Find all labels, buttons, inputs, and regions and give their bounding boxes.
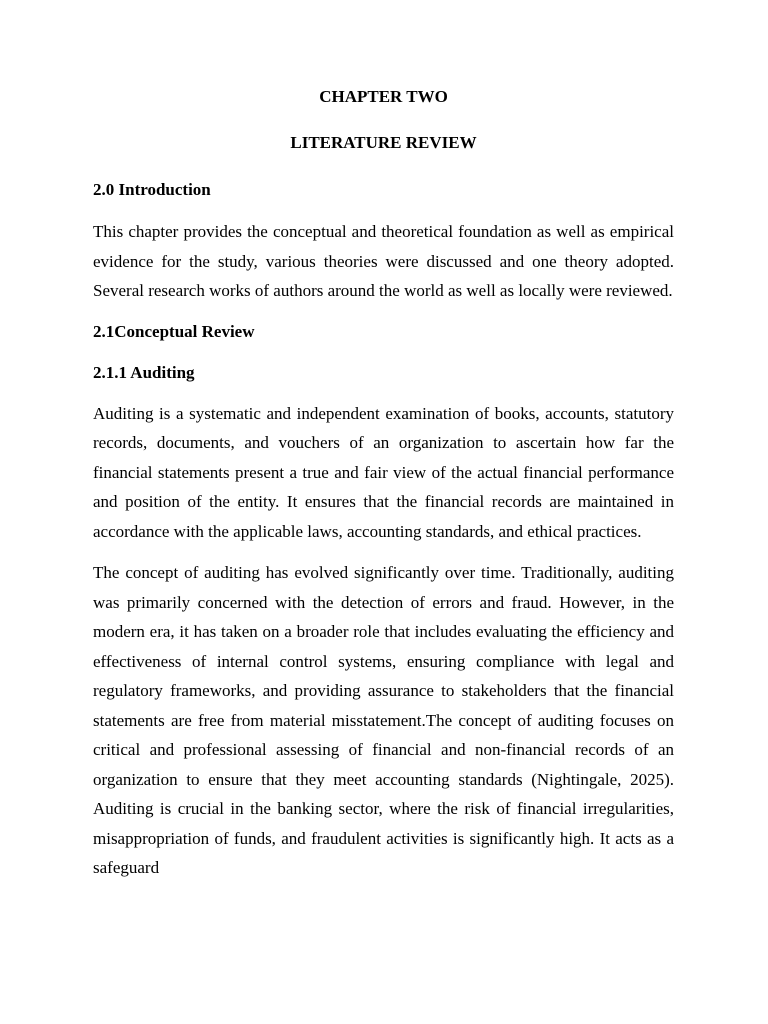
- auditing-paragraph-1: Auditing is a systematic and independent examination of books, accounts, statutory records, documents, and vouchers of an organization to ascertain how far the financial statements present a true and fair view of the actual financial performance and position of the entity. It ensures that the financial records are maintained in accordance with the applicable laws, accounting standards, and ethical practices.: [93, 403, 674, 541]
- chapter-number: CHAPTER TWO: [319, 87, 448, 106]
- chapter-title: LITERATURE REVIEW: [290, 133, 477, 152]
- introduction-heading: 2.0 Introduction: [93, 180, 211, 199]
- introduction-paragraph: This chapter provides the conceptual and theoretical foundation as well as empirical evidence for the study, various theories were discussed and one theory adopted. Several research works of authors around the world as well as locally were reviewed.: [93, 222, 674, 300]
- auditing-paragraph-2: The concept of auditing has evolved significantly over time. Traditionally, auditing was primarily concerned with the detection of errors and fraud. However, in the modern era, it has taken on a broader role that includes evaluating the efficiency and effectiveness of internal control systems, ensuring compliance with legal and regulatory frameworks, and providing assurance to stakeholders that the financial statements are free from material misstatement.The concept of auditing focuses on critical and professional assessing of financial and non-financial records of an organization to ensure that they meet accounting standards (Nightingale, 2025). Auditing is crucial in the banking sector, where the risk of financial irregularities, misappropriation of funds, and fraudulent activities is significantly high. It acts as a safeguard: [93, 563, 674, 877]
- conceptual-review-heading: 2.1Conceptual Review: [93, 321, 255, 341]
- auditing-heading: 2.1.1 Auditing: [93, 362, 195, 382]
- document-page: [93, 84, 674, 883]
